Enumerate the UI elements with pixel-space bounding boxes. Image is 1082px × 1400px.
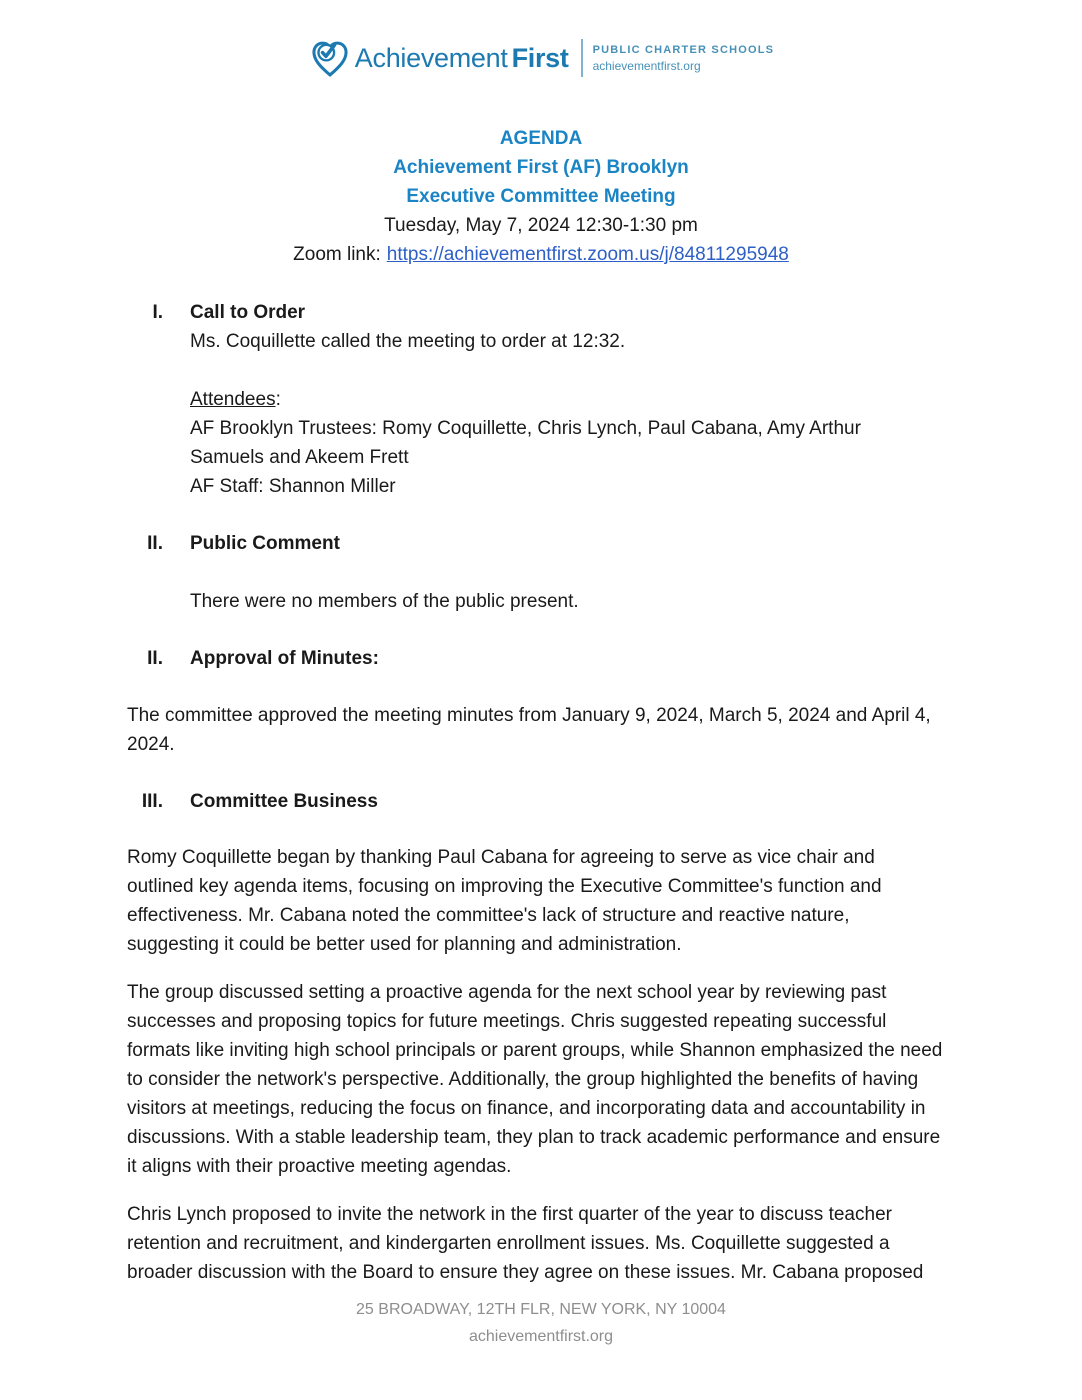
meeting-datetime: Tuesday, May 7, 2024 12:30-1:30 pm bbox=[384, 215, 698, 236]
section-title: Call to Order bbox=[190, 302, 306, 323]
footer-website: achievementfirst.org bbox=[468, 1328, 614, 1345]
attendees-staff: AF Staff: Shannon Miller bbox=[190, 476, 396, 497]
achievement-first-logo bbox=[0, 36, 1082, 80]
zoom-link-label: Zoom link: bbox=[293, 244, 381, 265]
section-heading-approval-of-minutes bbox=[127, 644, 945, 673]
attendees-colon: : bbox=[275, 389, 281, 410]
attendees-label: Attendees bbox=[190, 389, 276, 410]
call-to-order-text: Ms. Coquillette called the meeting to order at 12:32. bbox=[190, 331, 626, 352]
section-title: Approval of Minutes: bbox=[190, 648, 379, 669]
title-block bbox=[0, 124, 1082, 269]
heart-check-icon bbox=[308, 36, 352, 80]
logo-divider bbox=[581, 39, 583, 77]
section-number: II. bbox=[147, 533, 163, 554]
attendees-trustees: AF Brooklyn Trustees: Romy Coquillette, Chris Lynch, Paul Cabana, Amy Arthur Samuels and Akeem Frett bbox=[190, 418, 861, 468]
committee-business-paragraph: Romy Coquillette began by thanking Paul Cabana for agreeing to serve as vice chair and outlined key agenda items, focusing on improving the Executive Committee's function and effectiveness. Mr. Cabana noted the committee's lack of structure and reactive nature, suggesting it could be better used for planning and administration. bbox=[127, 847, 882, 955]
approval-of-minutes-text: The committee approved the meeting minutes from January 9, 2024, March 5, 2024 and April 4, 2024. bbox=[127, 705, 931, 755]
footer-address: 25 BROADWAY, 12TH FLR, NEW YORK, NY 10004 bbox=[356, 1301, 726, 1318]
committee-business-paragraph: The group discussed setting a proactive agenda for the next school year by reviewing past successes and proposing topics for future meetings. Chris suggested repeating successful formats like inviting high school principals or parent groups, while Shannon emphasized the need to consider the network's perspective. Additionally, the group highlighted the benefits of having visitors at meetings, reducing the focus on finance, and incorporating data and accountability in discussions. With a stable leadership team, they plan to track academic performance and ensure it aligns with their proactive meeting agendas. bbox=[127, 982, 943, 1177]
section-number: II. bbox=[147, 648, 163, 669]
section-heading-committee-business bbox=[127, 787, 945, 816]
tagline-website: achievementfirst.org bbox=[592, 58, 701, 73]
zoom-link-line bbox=[0, 240, 1082, 269]
logo-tagline bbox=[593, 43, 775, 74]
section-heading-public-comment bbox=[127, 529, 945, 558]
brand-word-achievement: Achievement bbox=[354, 42, 508, 73]
doc-title-org: Achievement First (AF) Brooklyn bbox=[393, 157, 689, 178]
section-title: Committee Business bbox=[190, 791, 378, 812]
zoom-meeting-link[interactable]: https://achievementfirst.zoom.us/j/84811295948 bbox=[386, 244, 789, 265]
section-number: III. bbox=[141, 791, 163, 812]
brand-word-first: First bbox=[511, 42, 569, 73]
section-number: I. bbox=[152, 302, 163, 323]
tagline-public-charter-schools: PUBLIC CHARTER SCHOOLS bbox=[592, 43, 775, 56]
document-body bbox=[127, 298, 945, 1287]
doc-title-agenda: AGENDA bbox=[499, 128, 583, 149]
doc-title-meeting: Executive Committee Meeting bbox=[406, 186, 676, 207]
public-comment-text: There were no members of the public present. bbox=[190, 591, 579, 612]
section-heading-call-to-order bbox=[127, 298, 945, 327]
committee-business-paragraph: Chris Lynch proposed to invite the network in the first quarter of the year to discuss teacher retention and recruitment, and kindergarten enrollment issues. Ms. Coquillette suggested a broader discussion with the Board to ensure they agree on these issues. Mr. Cabana proposed bbox=[127, 1204, 924, 1283]
attendees-heading bbox=[190, 385, 895, 414]
section-title: Public Comment bbox=[190, 533, 340, 554]
page-footer bbox=[0, 1296, 1082, 1350]
brand-wordmark bbox=[355, 43, 569, 74]
